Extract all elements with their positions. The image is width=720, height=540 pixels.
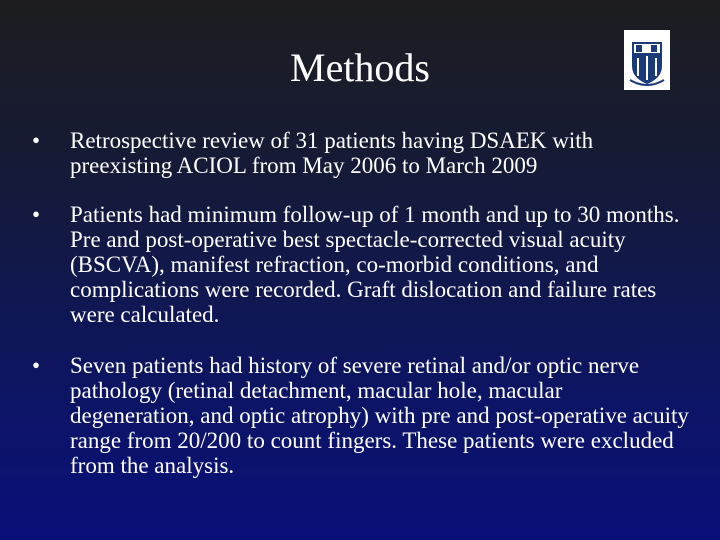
bullet-marker: •: [32, 202, 41, 227]
bullet-marker: •: [32, 353, 41, 378]
bullet-marker: •: [32, 128, 41, 153]
university-crest-logo: [624, 30, 670, 90]
bullet-text: Seven patients had history of severe retinal and/or optic nerve pathology (retinal detachment, macular hole, macular degeneration, and optic atrophy) with pre and post-operative acuity range from 20/200 to count fingers. These patients were excluded from the analysis.: [70, 353, 689, 478]
bullet-item: [32, 202, 692, 327]
bullet-item: [32, 353, 692, 478]
bullet-text: Retrospective review of 31 patients having DSAEK with preexisting ACIOL from May 2006 to March 2009: [70, 128, 594, 178]
bullet-list: [32, 128, 692, 502]
bullet-text: Patients had minimum follow-up of 1 month and up to 30 months. Pre and post-operative best spectacle-corrected visual acuity (BSCVA), manifest refraction, co-morbid conditions, and complications were recorded. Graft dislocation and failure rates were calculated.: [70, 202, 680, 327]
bullet-item: [32, 128, 692, 178]
slide-title: Methods: [290, 45, 430, 90]
